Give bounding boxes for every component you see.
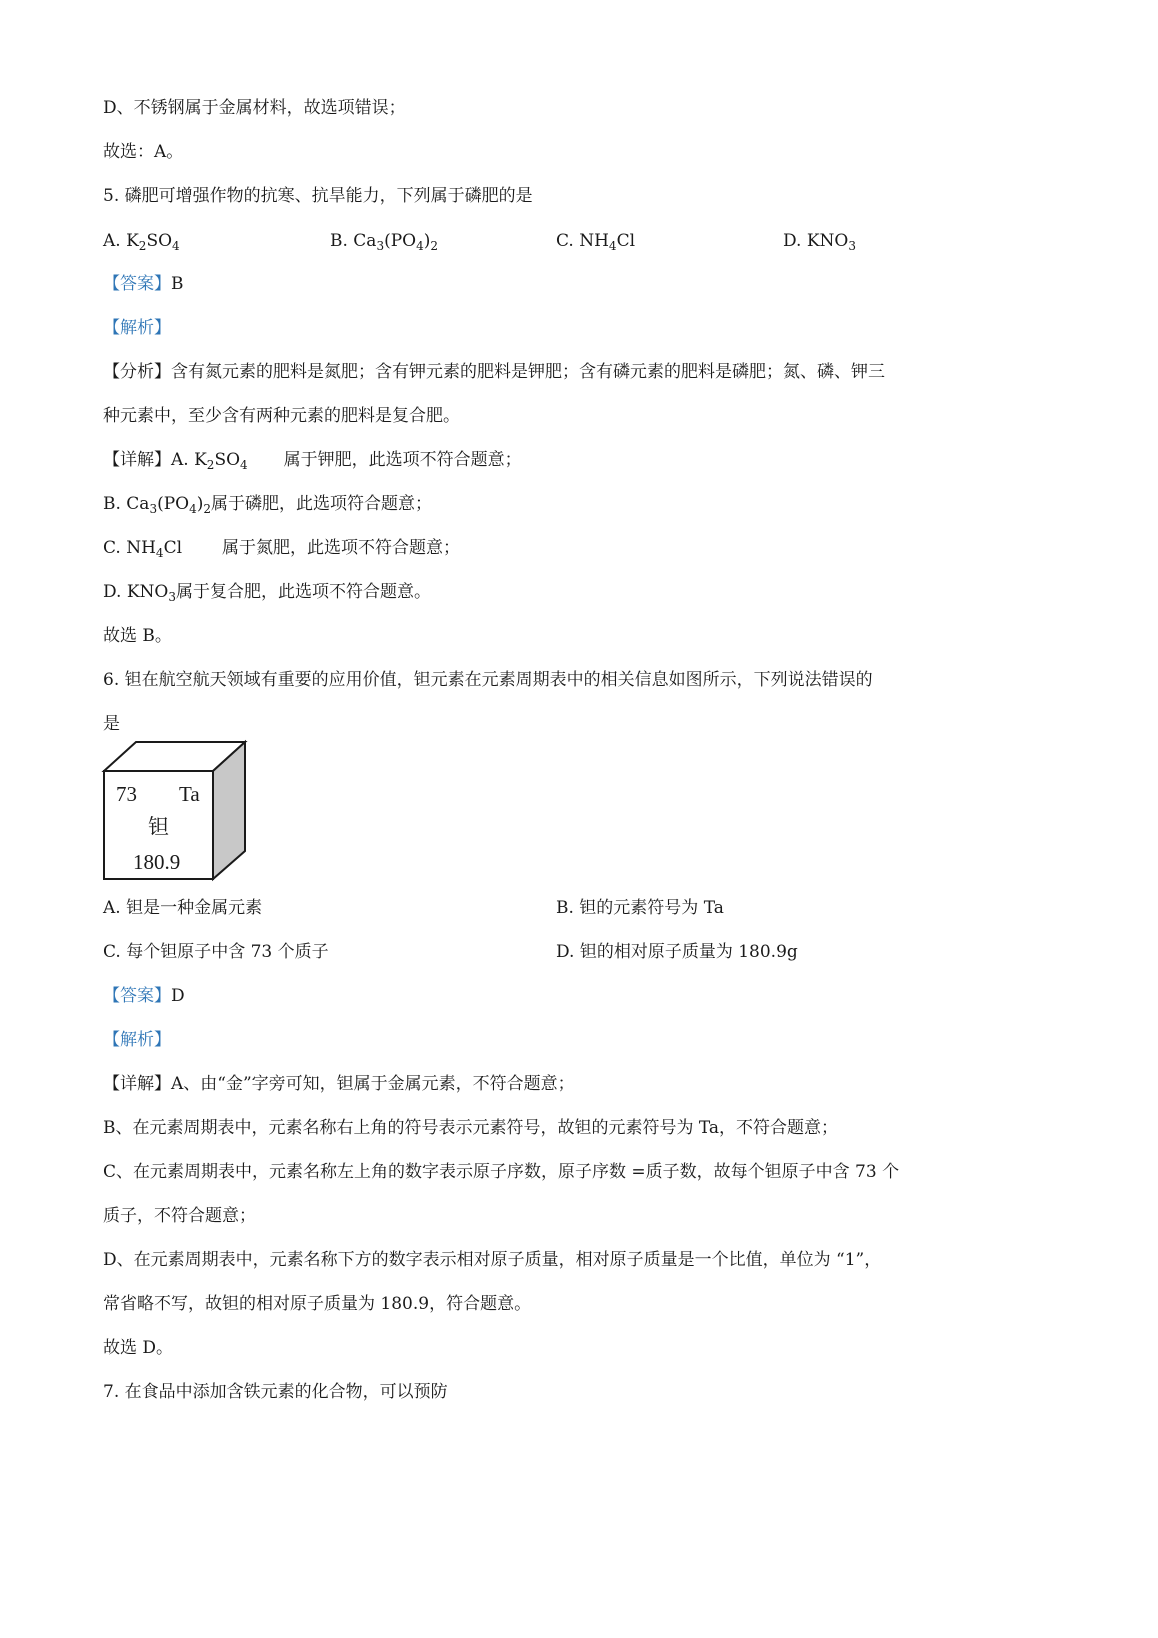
q6-analysis-label: 【解析】 [103, 1030, 171, 1050]
prev-choose: 故选：A。 [103, 142, 184, 162]
element-symbol: Ta [179, 782, 200, 806]
answer-label: 【答案】 [103, 986, 171, 1006]
q5-option-a: A. $K_2SO_4$ [103, 231, 180, 253]
q6-detail-c-line-1: C、在元素周期表中，元素名称左上角的数字表示原子序数，原子序数 =质子数，故每个钽原子中含 73 个 [103, 1162, 900, 1182]
q5-choose: 故选 B。 [103, 626, 172, 646]
atomic-mass: 180.9 [133, 850, 181, 874]
q5-option-b: B. $Ca_3(PO_4)_2$ [330, 231, 439, 253]
q6-option-c: C. 每个钽原子中含 73 个质子 [103, 942, 329, 962]
atomic-number: 73 [116, 782, 137, 806]
q6-stem-line-2: 是 [103, 714, 120, 734]
q5-detail-c: C. $NH_4Cl$ 属于氮肥，此选项不符合题意； [103, 538, 461, 560]
q6-detail-a: 【详解】A、由“金”字旁可知，钽属于金属元素，不符合题意； [103, 1074, 575, 1094]
q7-stem: 7. 在食品中添加含铁元素的化合物，可以预防 [103, 1382, 448, 1402]
q5-option-c: C. $NH_4Cl$ [556, 231, 636, 253]
prev-option-d: D、不锈钢属于金属材料，故选项错误； [103, 98, 406, 118]
q6-detail-b: B、在元素周期表中，元素名称右上角的符号表示元素符号，故钽的元素符号为 Ta，不符合题意； [103, 1118, 839, 1138]
q5-stem: 5. 磷肥可增强作物的抗寒、抗旱能力，下列属于磷肥的是 [103, 186, 533, 206]
q5-answer: 【答案】B [103, 274, 184, 294]
element-name: 钽 [148, 815, 169, 839]
q6-choose: 故选 D。 [103, 1338, 174, 1358]
q5-detail-d: D. $KNO_3$属于复合肥，此选项不符合题意。 [103, 582, 431, 604]
q5-fenxi-line-2: 种元素中，至少含有两种元素的肥料是复合肥。 [103, 406, 460, 426]
q6-detail-c-line-2: 质子，不符合题意； [103, 1206, 256, 1226]
q6-option-b: B. 钽的元素符号为 Ta [556, 898, 724, 918]
element-cube-diagram [103, 741, 248, 874]
q6-detail-d-line-2: 常省略不写，故钽的相对原子质量为 180.9，符合题意。 [103, 1294, 532, 1314]
q5-fenxi-line-1: 【分析】含有氮元素的肥料是氮肥；含有钾元素的肥料是钾肥；含有磷元素的肥料是磷肥；氮、磷、钾三 [103, 362, 885, 382]
answer-label: 【答案】 [103, 274, 171, 294]
q5-option-d: D. $KNO_3$ [783, 231, 856, 253]
q6-detail-d-line-1: D、在元素周期表中，元素名称下方的数字表示相对原子质量，相对原子质量是一个比值，单位为 “1”， [103, 1250, 882, 1270]
q5-detail-a: 【详解】A. $K_2SO_4$ 属于钾肥，此选项不符合题意； [103, 450, 522, 472]
q6-option-a: A. 钽是一种金属元素 [103, 898, 263, 918]
q5-detail-b: B. $Ca_3(PO_4)_2$属于磷肥，此选项符合题意； [103, 494, 433, 516]
q6-answer: 【答案】D [103, 986, 185, 1006]
q6-stem-line-1: 6. 钽在航空航天领域有重要的应用价值，钽元素在元素周期表中的相关信息如图所示，下列说法错误的 [103, 670, 873, 690]
q6-option-d: D. 钽的相对原子质量为 180.9g [556, 942, 798, 962]
q5-analysis-label: 【解析】 [103, 318, 171, 338]
